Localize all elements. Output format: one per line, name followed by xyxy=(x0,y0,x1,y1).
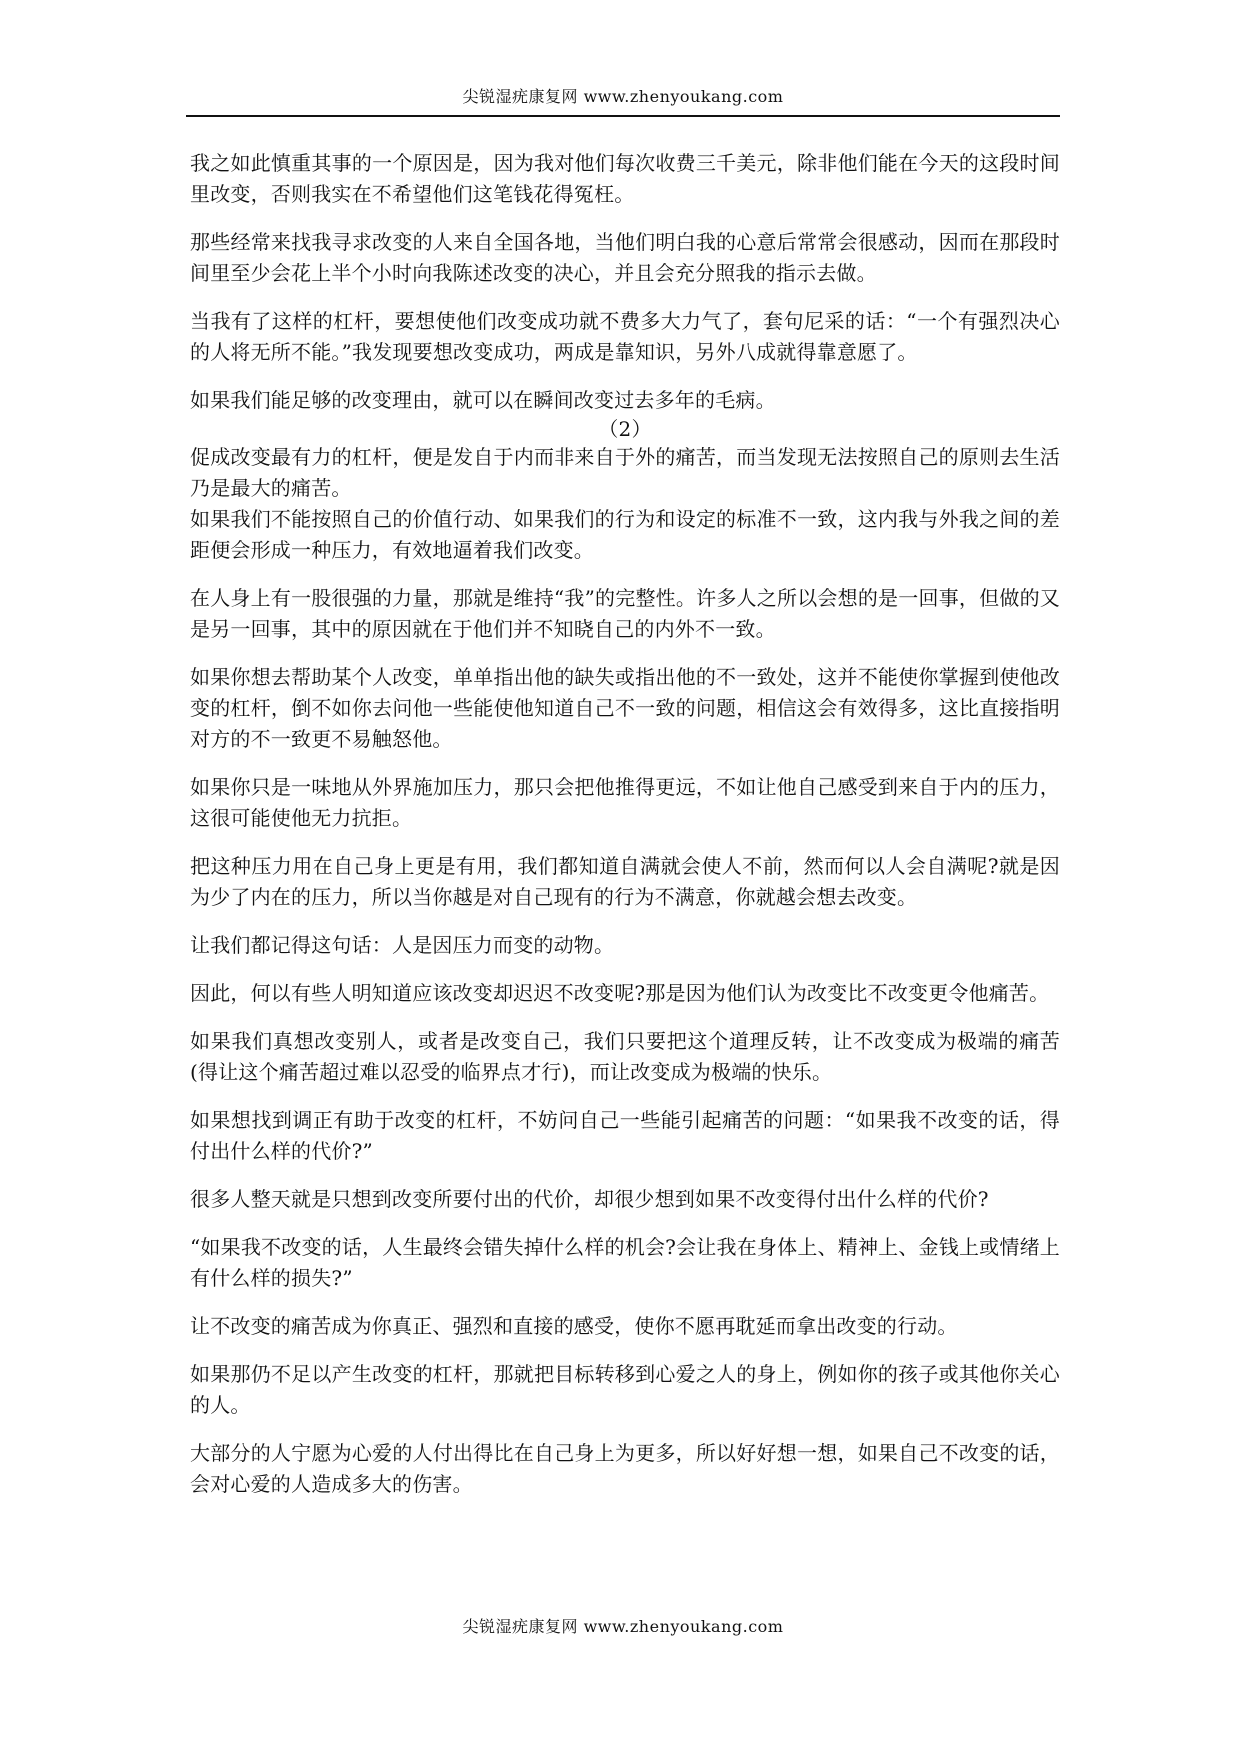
paragraph: 促成改变最有力的杠杆，便是发自于内而非来自于外的痛苦，而当发现无法按照自己的原则去生活乃是最大的痛苦。 xyxy=(190,445,1060,500)
paragraph: 如果我们能足够的改变理由，就可以在瞬间改变过去多年的毛病。 xyxy=(190,388,776,412)
paragraph: 很多人整天就是只想到改变所要付出的代价，却很少想到如果不改变得付出什么样的代价? xyxy=(190,1187,989,1211)
paragraph: 把这种压力用在自己身上更是有用，我们都知道自满就会使人不前，然而何以人会自满呢?就是因为少了内在的压力，所以当你越是对自己现有的行为不满意，你就越会想去改变。 xyxy=(190,854,1060,909)
paragraph: 如果想找到调正有助于改变的杠杆，不妨问自己一些能引起痛苦的问题：“如果我不改变的话，得付出什么样的代价?” xyxy=(190,1108,1060,1163)
page-footer: 尖锐湿疣康复网 www.zhenyoukang.com xyxy=(462,1617,784,1636)
paragraph: 如果你想去帮助某个人改变，单单指出他的缺失或指出他的不一致处，这并不能使你掌握到使他改变的杠杆，倒不如你去问他一些能使他知道自己不一致的问题，相信这会有效得多，这比直接指明对方的不一致更不易触怒他。 xyxy=(190,665,1060,751)
paragraph: 如果你只是一味地从外界施加压力，那只会把他推得更远，不如让他自己感受到来自于内的压力，这很可能使他无力抗拒。 xyxy=(190,775,1060,830)
paragraph: 当我有了这样的杠杆，要想使他们改变成功就不费多大力气了，套句尼采的话：“一个有强烈决心的人将无所不能。”我发现要想改变成功，两成是靠知识，另外八成就得靠意愿了。 xyxy=(190,309,1060,364)
paragraph: “如果我不改变的话，人生最终会错失掉什么样的机会?会让我在身体上、精神上、金钱上或情绪上有什么样的损失?” xyxy=(190,1235,1060,1290)
paragraph: 如果我们不能按照自己的价值行动、如果我们的行为和设定的标准不一致，这内我与外我之间的差距便会形成一种压力，有效地逼着我们改变。 xyxy=(190,507,1060,562)
paragraph: 如果那仍不足以产生改变的杠杆，那就把目标转移到心爱之人的身上，例如你的孩子或其他你关心的人。 xyxy=(190,1362,1060,1417)
paragraph: 因此，何以有些人明知道应该改变却迟迟不改变呢?那是因为他们认为改变比不改变更令他痛苦。 xyxy=(190,981,1050,1005)
paragraph: 我之如此慎重其事的一个原因是，因为我对他们每次收费三千美元，除非他们能在今天的这段时间里改变，否则我实在不希望他们这笔钱花得冤枉。 xyxy=(190,151,1060,206)
paragraph: 在人身上有一股很强的力量，那就是维持“我”的完整性。许多人之所以会想的是一回事，但做的又是另一回事，其中的原因就在于他们并不知晓自己的内外不一致。 xyxy=(190,586,1060,641)
paragraph: 如果我们真想改变别人，或者是改变自己，我们只要把这个道理反转，让不改变成为极端的痛苦(得让这个痛苦超过难以忍受的临界点才行)，而让改变成为极端的快乐。 xyxy=(190,1029,1060,1084)
paragraph: 那些经常来找我寻求改变的人来自全国各地，当他们明白我的心意后常常会很感动，因而在那段时间里至少会花上半个小时向我陈述改变的决心，并且会充分照我的指示去做。 xyxy=(190,230,1060,285)
page-header: 尖锐湿疣康复网 www.zhenyoukang.com xyxy=(462,87,784,106)
paragraph: 让我们都记得这句话：人是因压力而变的动物。 xyxy=(190,933,615,957)
section-number: （2） xyxy=(598,417,652,441)
paragraph: 大部分的人宁愿为心爱的人付出得比在自己身上为更多，所以好好想一想，如果自己不改变的话，会对心爱的人造成多大的伤害。 xyxy=(190,1441,1060,1496)
document-body xyxy=(190,148,1060,1500)
paragraph: 让不改变的痛苦成为你真正、强烈和直接的感受，使你不愿再耽延而拿出改变的行动。 xyxy=(190,1314,958,1338)
header-divider xyxy=(186,115,1060,117)
